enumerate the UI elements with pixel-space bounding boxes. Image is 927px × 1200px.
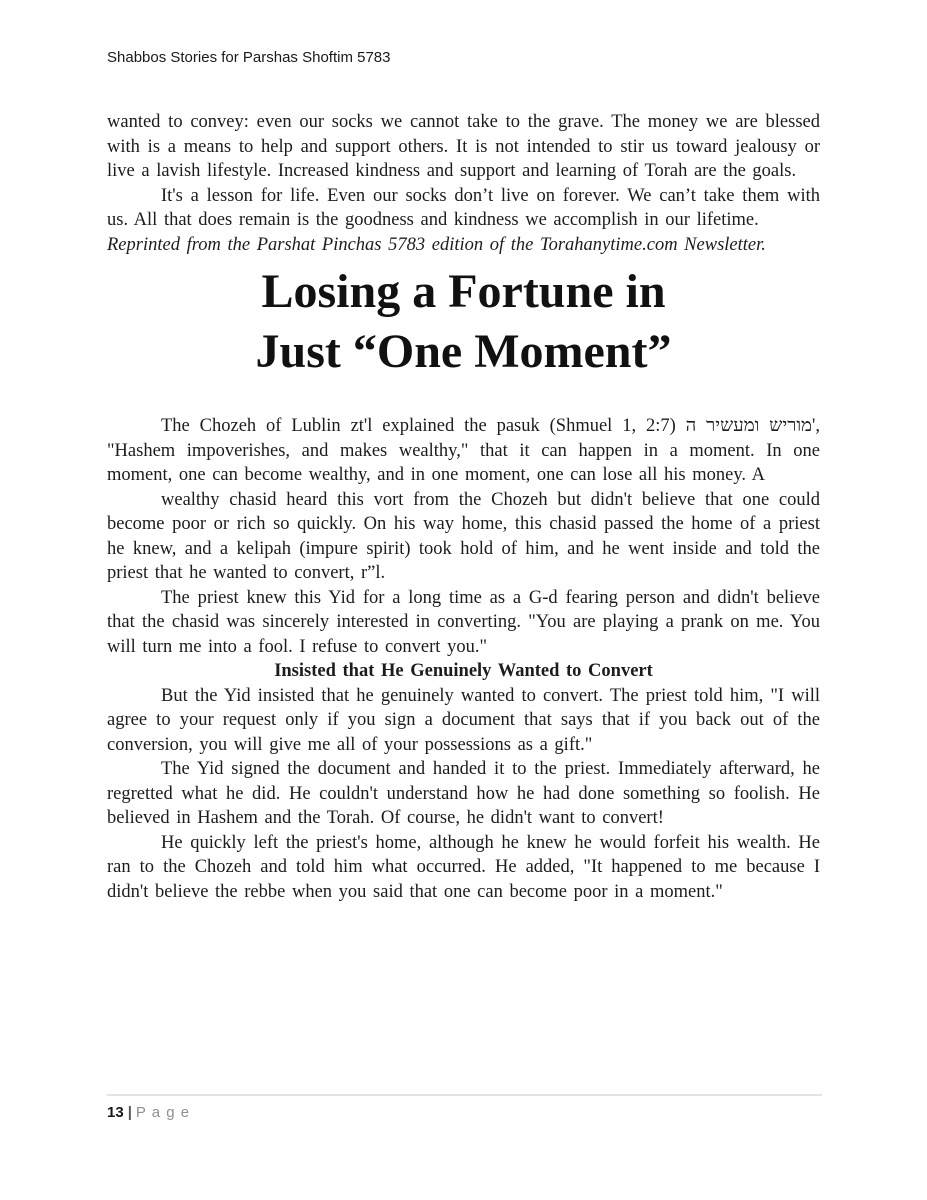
document-body [107, 110, 820, 904]
section-subheading: Insisted that He Genuinely Wanted to Convert [274, 661, 653, 682]
paragraph-yid-signed: The Yid signed the document and handed it to the priest. Immediately afterward, he regretted what he did. He couldn't understand how he had done something so foolish. He believed in Hashem and the Torah. Of course, he didn't want to convert! [107, 759, 820, 829]
paragraph-yid-insisted: But the Yid insisted that he genuinely wanted to convert. The priest told him, "I will agree to your request only if you sign a document that says that if you back out of the conversion, you will give me all of your possessions as a gift." [107, 685, 820, 755]
document-footer [107, 1094, 822, 1122]
story-title-line-1: Losing a Fortune in [261, 265, 666, 318]
paragraph-lesson-for-life: It's a lesson for life. Even our socks don’t live on forever. We can’t take them with us. All that does remain is the goodness and kindness we accomplish in our lifetime. [107, 185, 820, 230]
story-title-line-2: Just “One Moment” [255, 325, 672, 378]
paragraph-left-priests-home: He quickly left the priest's home, although he knew he would forfeit his wealth. He ran to the Chozeh and told him what occurred. He added, "It happened to me because I didn't believe the rebbe when you said that one can become poor in a moment." [107, 832, 820, 902]
footer-separator: | [127, 1104, 132, 1121]
page-label: P a g e [135, 1104, 191, 1121]
paragraph-chozeh-pasuk: The Chozeh of Lublin zt'l explained the pasuk (Shmuel 1, 2:7) מוריש ומעשיר ה', "Hashem impoverishes, and makes wealthy," that it can happen in a moment. In one moment, one can become wealthy, and in one moment, one can lose all his money. A [107, 416, 820, 486]
paragraph-continuation: wanted to convey: even our socks we cannot take to the grave. The money we are blessed with is a means to help and support others. It is not intended to stir us toward jealousy or live a lavish lifestyle. Increased kindness and support and learning of Torah are the goals. [107, 112, 820, 181]
page-number: 13 [107, 1104, 124, 1121]
header-title: Shabbos Stories for Parshas Shoftim 5783 [107, 49, 391, 66]
document-header [107, 0, 820, 68]
paragraph-priest-knew: The priest knew this Yid for a long time as a G-d fearing person and didn't believe that the chasid was sincerely interested in converting. "You are playing a prank on me. You will turn me into a fool. I refuse to convert you." [107, 587, 820, 657]
paragraph-wealthy-chasid: wealthy chasid heard this vort from the Chozeh but didn't believe that one could become poor or rich so quickly. On his way home, this chasid passed the home of a priest he knew, and a kelipah (impure spirit) took hold of him, and he went inside and told the priest that he wanted to convert, r”l. [107, 489, 820, 584]
story-title [107, 262, 820, 382]
reprint-note: Reprinted from the Parshat Pinchas 5783 edition of the Torahanytime.com Newsletter. [107, 234, 766, 255]
